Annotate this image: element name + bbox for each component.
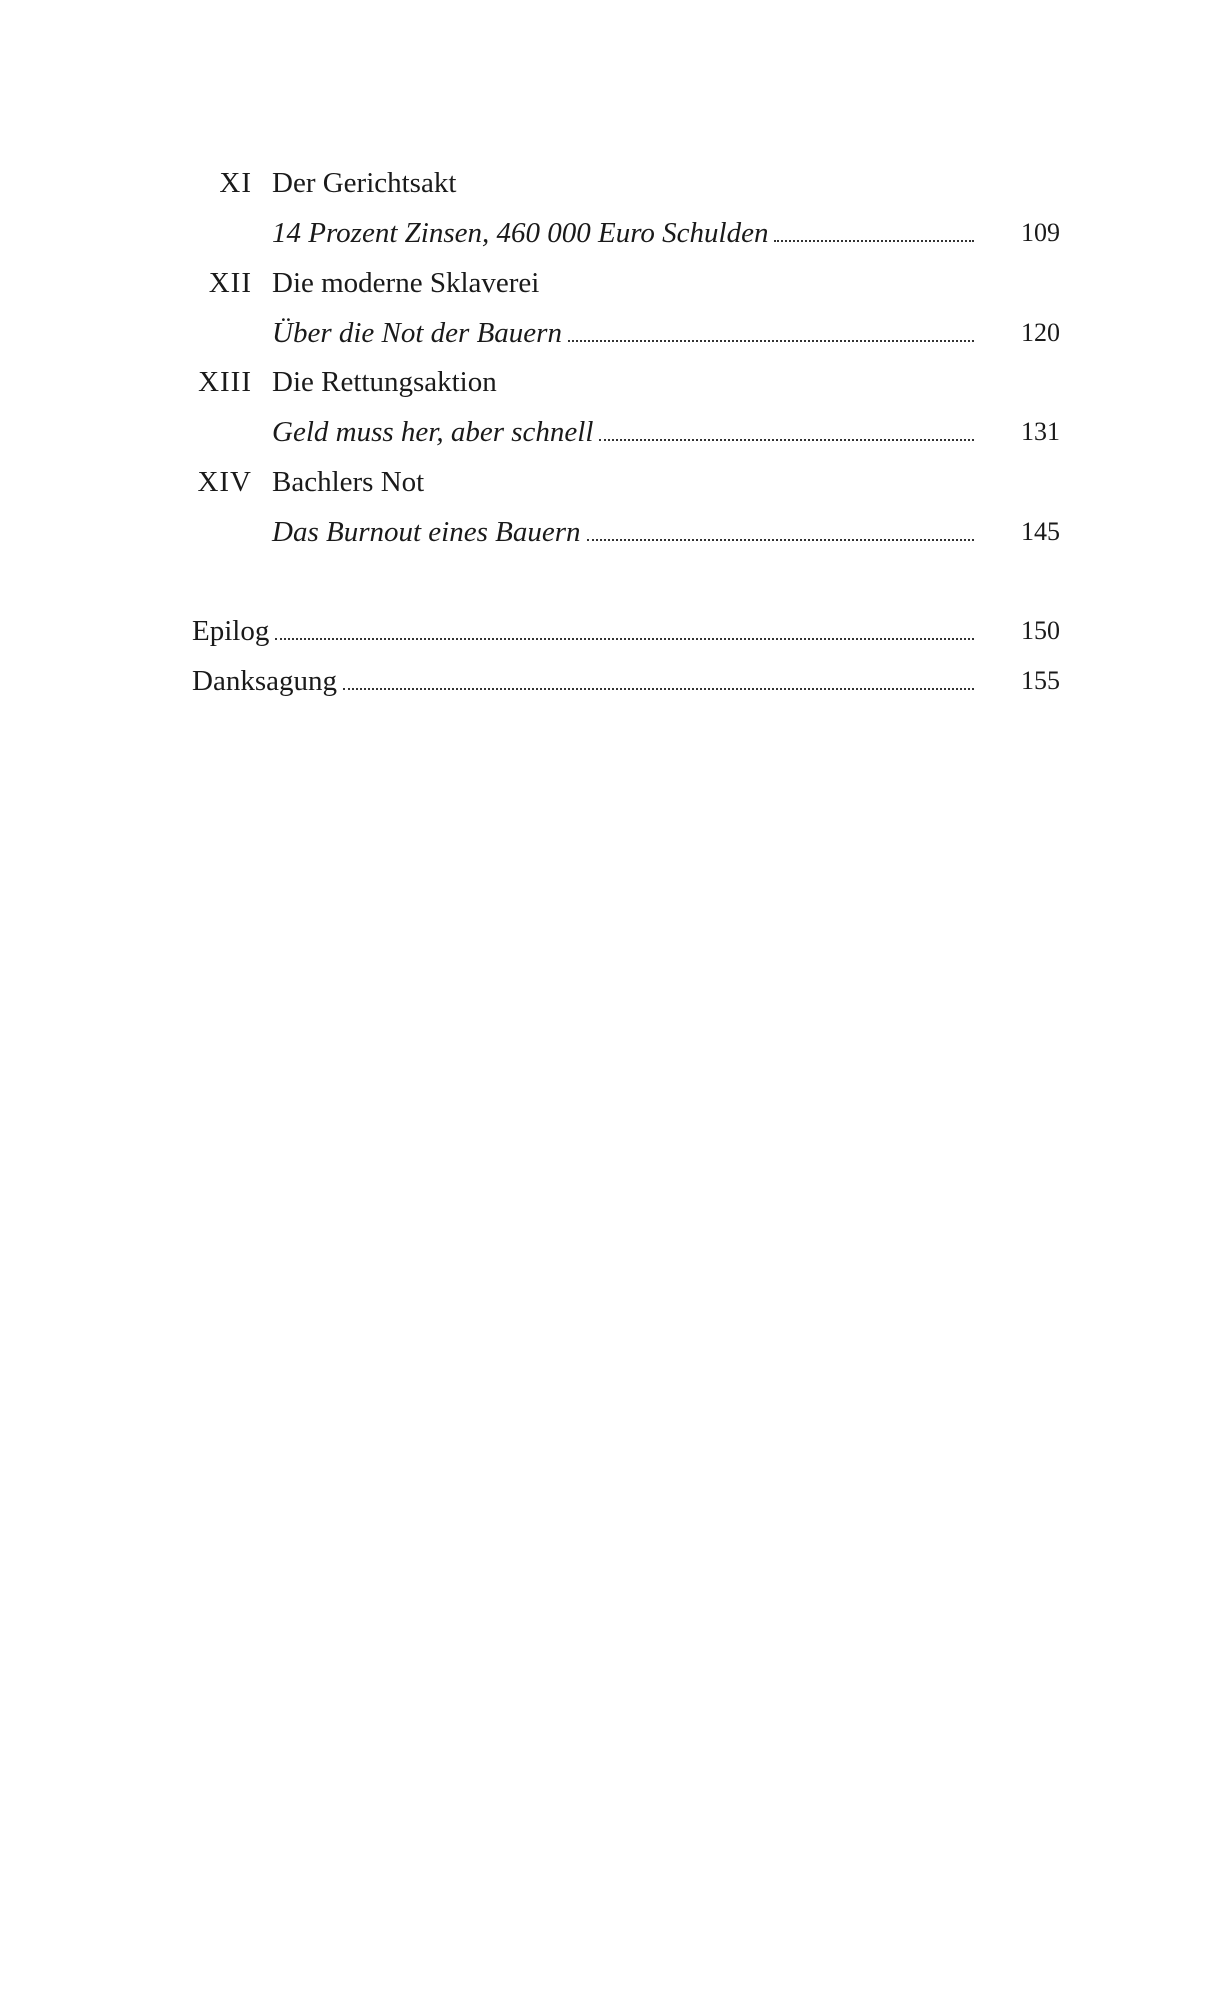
toc-entry-row <box>272 208 974 258</box>
chapter-numeral: XII <box>208 267 252 299</box>
page-number: 120 <box>1021 318 1060 347</box>
toc-entry-row <box>272 507 974 557</box>
page-number: 131 <box>1021 417 1060 446</box>
toc-entry-row <box>272 407 974 457</box>
dot-leader <box>599 439 974 441</box>
dot-leader <box>587 539 975 541</box>
chapter-subtitle: Über die Not der Bauern <box>272 317 562 349</box>
chapter-title: Die Rettungsaktion <box>272 366 497 398</box>
chapter-heading <box>0 158 1220 208</box>
toc-entry-row <box>192 606 974 656</box>
chapter-heading <box>0 258 1220 308</box>
chapter-heading <box>0 457 1220 507</box>
chapter-subtitle: Das Burnout eines Bauern <box>272 516 581 548</box>
chapter-subtitle: Geld muss her, aber schnell <box>272 416 594 448</box>
toc-entry[interactable] <box>0 407 1220 457</box>
chapter-heading <box>0 357 1220 407</box>
back-matter-title: Danksagung <box>192 665 337 697</box>
dot-leader <box>275 638 974 640</box>
chapter-subtitle: 14 Prozent Zinsen, 460 000 Euro Schulden <box>272 217 769 249</box>
dot-leader <box>774 240 974 242</box>
toc-entry[interactable] <box>0 606 1220 656</box>
toc-entry-row <box>192 656 974 706</box>
chapter-numeral: XI <box>219 167 252 199</box>
toc-entry-row <box>272 308 974 358</box>
toc-entry[interactable] <box>0 656 1220 706</box>
toc-entry[interactable] <box>0 507 1220 557</box>
page-number: 145 <box>1021 517 1060 546</box>
chapter-numeral: XIII <box>198 366 252 398</box>
dot-leader <box>343 688 974 690</box>
chapter-title: Bachlers Not <box>272 466 425 498</box>
page-number: 150 <box>1021 616 1060 645</box>
page-number: 155 <box>1021 666 1060 695</box>
chapter-title: Der Gerichtsakt <box>272 167 457 199</box>
page-number: 109 <box>1021 218 1060 247</box>
chapter-numeral: XIV <box>197 466 252 498</box>
dot-leader <box>568 340 974 342</box>
back-matter-title: Epilog <box>192 615 270 647</box>
chapter-title: Die moderne Sklaverei <box>272 267 540 299</box>
toc-entry[interactable] <box>0 208 1220 258</box>
toc-entry[interactable] <box>0 308 1220 358</box>
